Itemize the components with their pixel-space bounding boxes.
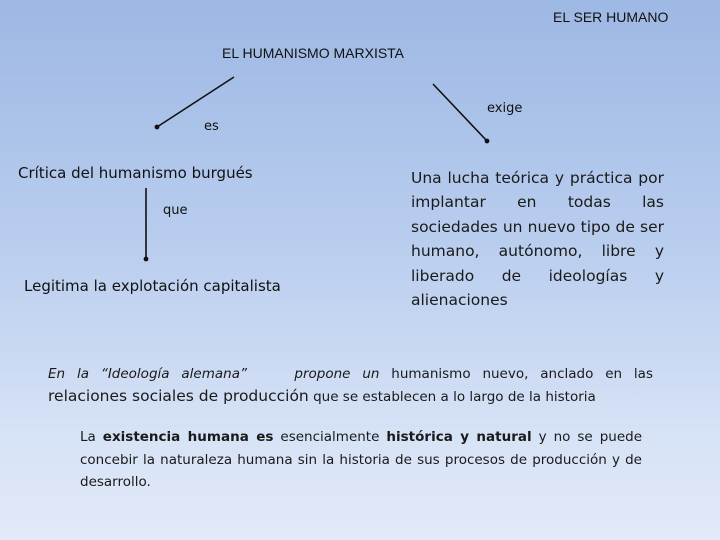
arrow-to-critica (157, 77, 234, 127)
text-segment: La (80, 429, 103, 445)
text-segment: y no se puede concebir la naturaleza humana sin la historia de sus procesos de producción y de desarrollo. (80, 429, 643, 491)
italic-intro: En la “Ideología alemana” (48, 366, 247, 382)
bold-segment: existencia humana es (102, 429, 274, 445)
paragraph-ideologia-line1 (48, 363, 653, 385)
label-es: es (204, 119, 219, 134)
main-title: EL HUMANISMO MARXISTA (222, 45, 405, 61)
corner-title: EL SER HUMANO (553, 9, 669, 25)
label-que: que (163, 203, 188, 218)
node-critica: Crítica del humanismo burgués (18, 164, 253, 182)
text-segment: esencialmente (273, 429, 387, 445)
label-exige: exige (487, 101, 523, 116)
paragraph-ideologia-line2 (48, 385, 653, 408)
node-lucha: Una lucha teórica y práctica por implantar en todas las sociedades un nuevo tipo de ser humano, autónomo, libre y liberado de ideologías y alienaciones (411, 169, 664, 310)
arrow-to-lucha (433, 84, 487, 141)
line2-rest: que se establecen a lo largo de la historia (313, 389, 596, 405)
paragraph-existencia (80, 426, 642, 494)
node-legitima: Legitima la explotación capitalista (24, 277, 281, 295)
bold-segment: histórica y natural (386, 429, 532, 445)
italic-verb: propone un (294, 366, 380, 382)
paragraph-ideologia (48, 363, 653, 408)
relaciones-sociales: relaciones sociales de producción (48, 387, 309, 405)
line1-rest: humanismo nuevo, anclado en las (391, 366, 653, 382)
